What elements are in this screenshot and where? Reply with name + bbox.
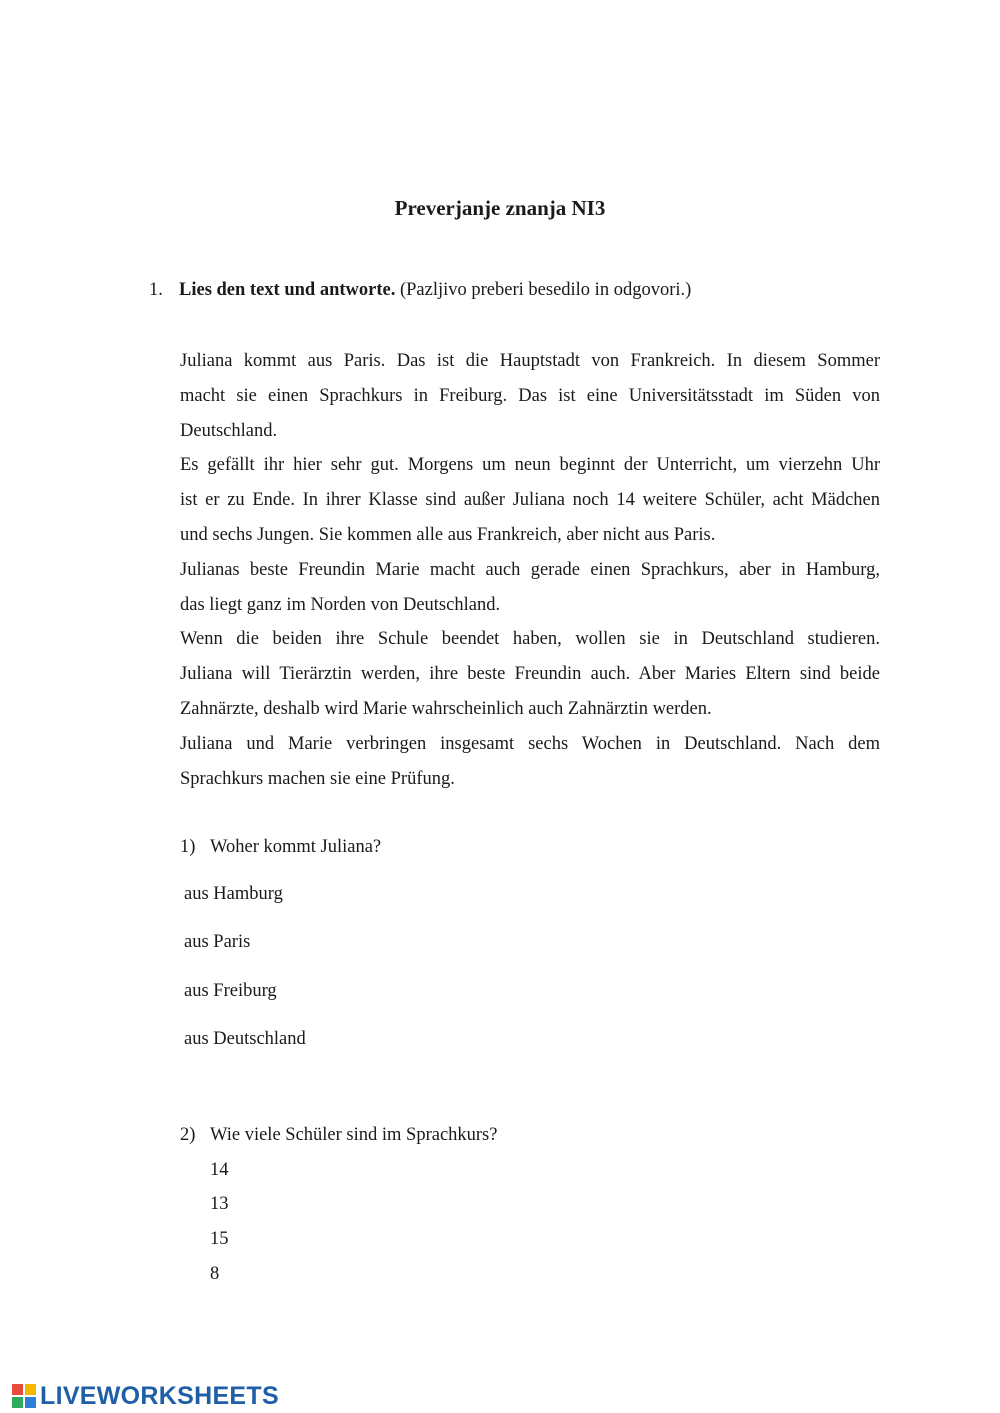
question-2 [180, 1125, 497, 1146]
brand-name: LIVEWORKSHEETS [40, 1381, 279, 1410]
liveworksheets-blocks-icon [12, 1384, 36, 1408]
question-text: Wie viele Schüler sind im Sprachkurs? [210, 1125, 498, 1145]
reading-line: Julianas beste Freundin Marie macht auch gerade einen Sprachkurs, aber in Hamburg, [180, 559, 880, 580]
answer-option[interactable]: aus Hamburg [184, 884, 283, 904]
answer-option[interactable]: 13 [210, 1194, 229, 1214]
reading-line: Es gefällt ihr hier sehr gut. Morgens um neun beginnt der Unterricht, um vierzehn Uhr [180, 455, 880, 476]
answer-option[interactable]: aus Freiburg [184, 981, 277, 1001]
reading-line: Juliana und Marie verbringen insgesamt sechs Wochen in Deutschland. Nach dem [180, 733, 880, 754]
answer-option[interactable]: 14 [210, 1160, 229, 1180]
reading-text [180, 344, 880, 796]
reading-line: Wenn die beiden ihre Schule beendet haben, wollen sie in Deutschland studieren. [180, 629, 880, 650]
reading-line: Zahnärzte, deshalb wird Marie wahrscheinlich auch Zahnärztin werden. [180, 698, 712, 719]
answer-option[interactable]: aus Deutschland [184, 1029, 306, 1049]
instruction-slovene: (Pazljivo preberi besedilo in odgovori.) [399, 280, 692, 300]
liveworksheets-logo[interactable] [12, 1381, 279, 1411]
reading-line: das liegt ganz im Norden von Deutschland. [180, 594, 501, 615]
reading-line: Juliana will Tierärztin werden, ihre beste Freundin auch. Aber Maries Eltern sind beide [180, 664, 880, 685]
reading-line: Deutschland. [180, 420, 278, 441]
reading-line: und sechs Jungen. Sie kommen alle aus Frankreich, aber nicht aus Paris. [180, 524, 716, 545]
reading-line: ist er zu Ende. In ihrer Klasse sind außer Juliana noch 14 weitere Schüler, acht Mädchen [180, 490, 880, 511]
question-text: Woher kommt Juliana? [210, 837, 382, 857]
question-number: 1) [180, 837, 196, 857]
task-instruction [149, 280, 691, 301]
answer-option[interactable]: 15 [210, 1229, 229, 1249]
reading-line: macht sie einen Sprachkurs in Freiburg. Das ist eine Universitätsstadt im Süden von [180, 385, 880, 406]
page-title: Preverjanje znanja NI3 [394, 196, 606, 220]
reading-line: Sprachkurs machen sie eine Prüfung. [180, 768, 455, 789]
answer-option[interactable]: aus Paris [184, 932, 251, 952]
question-number: 2) [180, 1125, 196, 1145]
instruction-german: Lies den text und antworte. [179, 280, 396, 300]
task-number: 1. [149, 280, 163, 300]
answer-option[interactable]: 8 [210, 1264, 220, 1284]
question-1 [180, 837, 381, 858]
reading-line: Juliana kommt aus Paris. Das ist die Hauptstadt von Frankreich. In diesem Sommer [180, 351, 880, 371]
